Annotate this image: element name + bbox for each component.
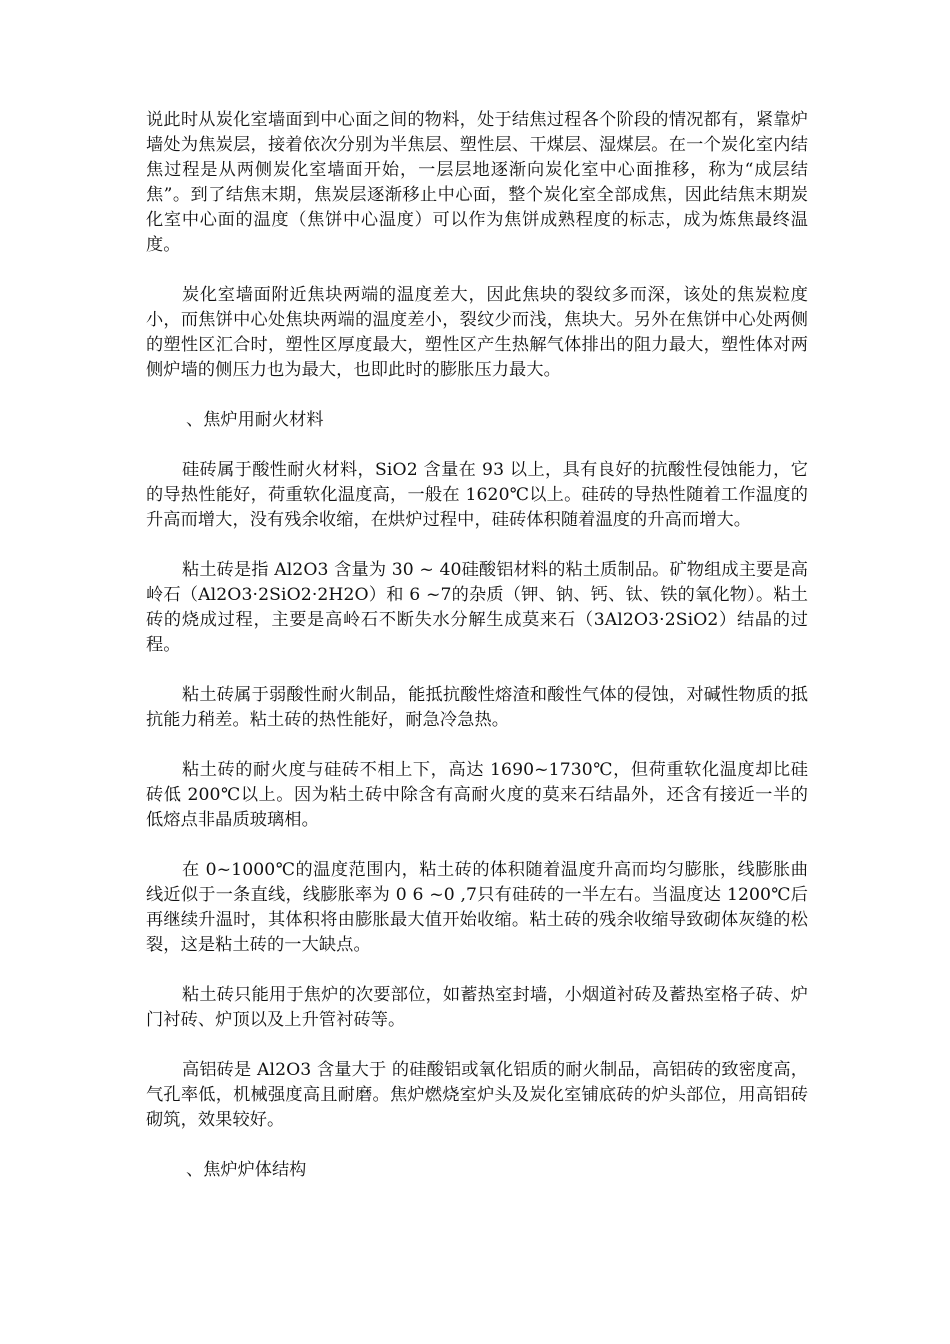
paragraph-clay-brick-expansion: 在 0~1000℃的温度范围内，粘土砖的体积随着温度升高而均匀膨胀，线膨胀曲线近似于一条直线，线膨胀率为 0 6 ~0 ,7只有硅砖的一半左右。当温度达 1200℃后再继续升温时，其体积将由膨胀最大值开始收缩。粘土砖的残余收缩导致砌体灰缝的松裂，这是粘土砖的一大缺点。 (146, 860, 808, 955)
paragraph-high-alumina-brick: 高铝砖是 Al2O3 含量大于 的硅酸铝或氧化铝质的耐火制品，高铝砖的致密度高，气孔率低，机械强度高且耐磨。焦炉燃烧室炉头及炭化室铺底砖的炉头部位，用高铝砖砌筑，效果较好。 (146, 1060, 808, 1130)
paragraph-clay-brick-usage: 粘土砖只能用于焦炉的次要部位，如蓄热室封墙，小烟道衬砖及蓄热室格子砖、炉门衬砖、炉顶以及上升管衬砖等。 (146, 985, 808, 1030)
paragraph-gap (146, 1033, 808, 1058)
document-body (146, 108, 808, 1183)
paragraph-gap (146, 833, 808, 858)
section-heading-oven-structure: 、焦炉炉体结构 (186, 1160, 307, 1180)
paragraph-gap (146, 258, 808, 283)
paragraph-gap (146, 383, 808, 408)
section-heading-refractory-materials: 、焦炉用耐火材料 (186, 410, 324, 430)
paragraph-gap (146, 658, 808, 683)
paragraph-clay-brick-acidity: 粘土砖属于弱酸性耐火制品，能抵抗酸性熔渣和酸性气体的侵蚀，对碱性物质的抵抗能力稍差。粘土砖的热性能好，耐急冷急热。 (146, 685, 808, 730)
paragraph-gap (146, 1133, 808, 1158)
paragraph-gap (146, 958, 808, 983)
paragraph-clay-brick-refractoriness: 粘土砖的耐火度与硅砖不相上下，高达 1690~1730℃，但荷重软化温度却比硅砖低 200℃以上。因为粘土砖中除含有高耐火度的莫来石结晶外，还含有接近一半的低熔点非晶质玻璃相。 (146, 760, 808, 830)
paragraph-coking-stages: 说此时从炭化室墙面到中心面之间的物料，处于结焦过程各个阶段的情况都有，紧靠炉墙处为焦炭层，接着依次分别为半焦层、塑性层、干煤层、湿煤层。在一个炭化室内结焦过程是从两侧炭化室墙面开始，一层层地逐渐向炭化室中心面推移，称为“成层结焦”。到了结焦末期，焦炭层逐渐移止中心面，整个炭化室全部成焦，因此结焦末期炭化室中心面的温度（焦饼中心温度）可以作为焦饼成熟程度的标志，成为炼焦最终温度。 (146, 110, 808, 255)
paragraph-silica-brick: 硅砖属于酸性耐火材料，SiO2 含量在 93 以上，具有良好的抗酸性侵蚀能力，它的导热性能好，荷重软化温度高，一般在 1620℃以上。硅砖的导热性随着工作温度的升高而增大，没有残余收缩，在烘炉过程中，硅砖体积随着温度的升高而增大。 (146, 460, 808, 530)
paragraph-clay-brick-definition: 粘土砖是指 Al2O3 含量为 30 ~ 40硅酸铝材料的粘土质制品。矿物组成主要是高岭石（Al2O3·2SiO2·2H2O）和 6 ~7的杂质（钾、钠、钙、钛、铁的氧化物）。粘土砖的烧成过程，主要是高岭石不断失水分解生成莫来石（3Al2O3·2SiO2）结晶的过程。 (146, 560, 808, 655)
paragraph-coke-cracks: 炭化室墙面附近焦块两端的温度差大，因此焦块的裂纹多而深，该处的焦炭粒度小，而焦饼中心处焦块两端的温度差小，裂纹少而浅，焦块大。另外在焦饼中心处两侧的塑性区汇合时，塑性区厚度最大，塑性区产生热解气体排出的阻力最大，塑性体对两侧炉墙的侧压力也为最大，也即此时的膨胀压力最大。 (146, 285, 808, 380)
paragraph-gap (146, 433, 808, 458)
paragraph-gap (146, 733, 808, 758)
paragraph-gap (146, 533, 808, 558)
